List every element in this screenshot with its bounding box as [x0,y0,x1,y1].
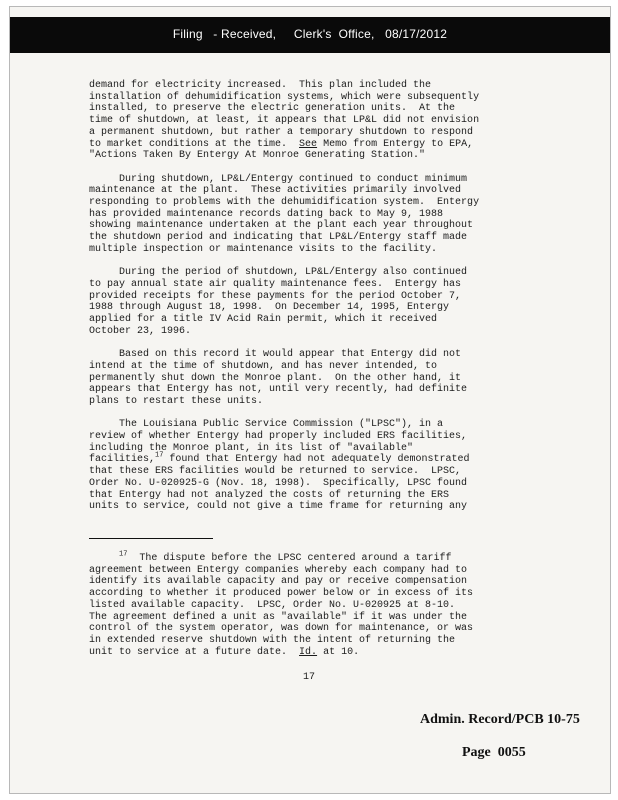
footnote-line: listed available capacity. LPSC, Order No. U-020925 at 8-10. [89,599,456,611]
text-line: installed, to preserve the electric generation units. At the [89,103,456,115]
text-line: Order No. U-020925-G (Nov. 18, 1998). Specifically, LPSC found [89,477,468,489]
body-text [89,80,519,525]
text-line: installation of dehumidification systems, which were subsequently [89,91,480,103]
paragraph-4 [89,349,519,408]
footnote-line: according to whether it produced power below or in excess of its [89,588,474,600]
text-line: Based on this record it would appear that Entergy did not [89,349,462,361]
text-line: multiple inspection or maintenance visits to the facility. [89,243,438,255]
text-line: plans to restart these units. [89,395,264,407]
footnote-reference: 17 [155,452,164,461]
text-line: October 23, 1996. [89,325,192,337]
text-line: has provided maintenance records dating back to May 9, 1988 [89,208,444,220]
text-line: review of whether Entergy had properly included ERS facilities, [89,431,468,443]
admin-record-stamp: Admin. Record/PCB 10-75 [420,712,580,727]
text-line: appears that Entergy has not, until very recently, had definite [89,384,468,396]
paragraph-3 [89,267,519,337]
footnote-line: in extended reserve shutdown with the intent of returning the [89,634,456,646]
text-line: a permanent shutdown, but rather a temporary shutdown to respond [89,126,474,138]
text-segment: The dispute before the LPSC centered around a tariff [127,553,452,564]
footnote-line: identify its available capacity and pay or receive compensation [89,576,468,588]
see-citation: See [299,138,318,150]
text-line [89,454,519,466]
text-line: During shutdown, LP&L/Entergy continued to conduct minimum [89,173,468,185]
text-line: provided receipts for these payments for the period October 7, [89,290,462,302]
text-segment: Memo from Entergy to EPA, [317,138,474,150]
id-citation: Id. [299,646,318,658]
text-segment: to market conditions at the time. [89,138,300,150]
footnote-divider [89,538,213,539]
text-line: that these ERS facilities would be returned to service. LPSC, [89,466,462,478]
record-page-number: Page 0055 [462,745,526,760]
footnote-number: 17 [119,550,128,559]
text-line: responding to problems with the dehumidification system. Entergy [89,197,480,209]
footnote-line: The agreement defined a unit as "available" if it was under the [89,611,468,623]
paragraph-5 [89,419,519,513]
text-line: intend at the time of shutdown, and has never intended, to [89,360,438,372]
text-line: 1988 through August 18, 1998. On December 14, 1995, Entergy [89,302,450,314]
footnote-line: control of the system operator, was down for maintenance, or was [89,623,474,635]
text-line: maintenance at the plant. These activities primarily involved [89,185,462,197]
page-number: 17 [302,672,315,683]
text-line: time of shutdown, at least, it appears that LP&L did not envision [89,115,480,127]
text-segment: at 10. [317,646,360,658]
text-line: showing maintenance undertaken at the plant each year throughout [89,220,474,232]
text-line: The Louisiana Public Service Commission ("LPSC"), in a [89,419,444,431]
footnote-line: agreement between Entergy companies whereby each company had to [89,564,468,576]
text-line: During the period of shutdown, LP&L/Entergy also continued [89,267,468,279]
text-line: to pay annual state air quality maintenance fees. Entergy has [89,278,462,290]
text-line [89,139,519,151]
text-line: permanently shut down the Monroe plant. On the other hand, it [89,372,462,384]
filing-stamp: Filing - Received, Clerk's Office, 08/17/2012 [172,27,448,41]
paragraph-2 [89,174,519,256]
text-line: demand for electricity increased. This plan included the [89,80,432,91]
text-line: the shutdown period and indicating that LP&L/Entergy staff made [89,232,468,244]
text-segment: found that Entergy had not adequately demonstrated [163,454,470,466]
footnote-line [89,647,519,659]
text-line: that Entergy had not analyzed the costs of returning the ERS [89,489,450,501]
text-segment: unit to service at a future date. [89,646,300,658]
text-segment: facilities, [89,454,156,466]
paragraph-1 [89,80,519,162]
text-line: "Actions Taken By Entergy At Monroe Generating Station." [89,150,426,162]
footnote [89,550,519,658]
text-line: units to service, could not give a time frame for returning any [89,501,468,513]
text-line: applied for a title IV Acid Rain permit, which it received [89,314,438,326]
footnote-first-line [89,550,519,565]
text-line: including the Monroe plant, in its list of "available" [89,442,414,454]
